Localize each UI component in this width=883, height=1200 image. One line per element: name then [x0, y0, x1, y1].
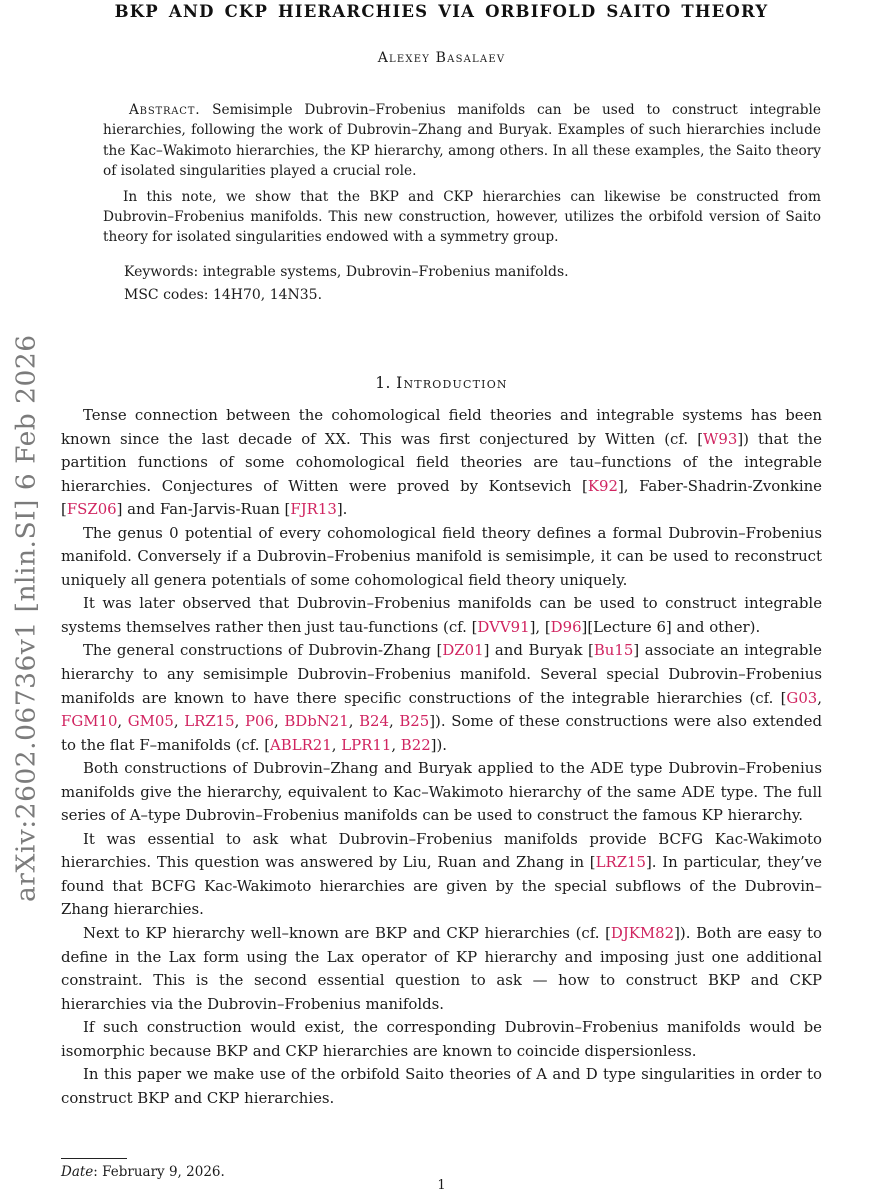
body-paragraph: The genus 0 potential of every cohomological field theory defines a formal Dubrovin–Frobenius manifold. Conversely if a Dubrovin–Frobenius manifold is semisimple, it can be used to reconstruct uniquely all genera potentials of some cohomological field theory uniquely.	[61, 523, 822, 589]
body-paragraph: It was essential to ask what Dubrovin–Frobenius manifolds provide BCFG Kac-Wakimoto hierarchies. This question was answered by Liu, Ruan and Zhang in [LRZ15]. In particular, they’ve found that BCFG Kac-Wakimoto hierarchies are given by the special subflows of the Dubrovin–Zhang hierarchies.	[61, 829, 822, 919]
body-paragraph: It was later observed that Dubrovin–Frobenius manifolds can be used to construct integrable systems themselves rather then just tau-functions (cf. [DVV91], [D96][Lecture 6] and other).	[61, 594, 822, 636]
citation-link[interactable]: Bu15	[593, 641, 634, 660]
author-name: Alexey Basalaev	[377, 50, 506, 66]
citation-link[interactable]: D96	[550, 617, 582, 636]
citation-link[interactable]: DVV91	[477, 617, 530, 636]
introduction-paragraphs	[61, 404, 822, 1110]
citation-link[interactable]: B24	[359, 712, 389, 731]
body-paragraph: Both constructions of Dubrovin–Zhang and Buryak applied to the ADE type Dubrovin–Frobenius manifolds give the hierarchy, equivalent to Kac–Wakimoto hierarchy of the same ADE type. The full series of A–type Dubrovin–Frobenius manifolds can be used to construct the famous KP hierarchy.	[61, 759, 822, 825]
date-value: : February 9, 2026.	[93, 1164, 225, 1180]
citation-link[interactable]: B22	[400, 735, 431, 754]
body-paragraph: If such construction would exist, the corresponding Dubrovin–Frobenius manifolds would be isomorphic because BKP and CKP hierarchies are known to coincide dispersionless.	[61, 1018, 822, 1060]
citation-link[interactable]: FSZ06	[66, 500, 117, 519]
abstract-paragraph-1	[103, 100, 821, 182]
abstract-text-1: Semisimple Dubrovin–Frobenius manifolds can be used to construct integrable hierarchies, following the work of Dubrovin–Zhang and Buryak. Examples of such hierarchies include the Kac–Wakimoto hierarchies, the KP hierarchy, among others. In all these examples, the Saito theory of isolated singularities played a crucial role.	[103, 102, 821, 180]
body-paragraph: Next to KP hierarchy well–known are BKP and CKP hierarchies (cf. [DJKM82]). Both are easy to define in the Lax form using the Lax operator of KP hierarchy and imposing just one additional constraint. This is the second essential question to ask — how to construct BKP and CKP hierarchies via the Dubrovin–Frobenius manifolds.	[61, 924, 822, 1013]
citation-link[interactable]: GM05	[127, 712, 174, 731]
section-title: Introduction	[396, 374, 508, 392]
citation-link[interactable]: DJKM82	[610, 924, 675, 943]
citation-link[interactable]: DZ01	[442, 641, 484, 660]
body-paragraph: The general constructions of Dubrovin-Zhang [DZ01] and Buryak [Bu15] associate an integrable hierarchy to any semisimple Dubrovin–Frobenius manifold. Several special Dubrovin–Frobenius manifolds are known to have there specific constructions of the integrable hierarchies (cf. [G03, FGM10, GM05, LRZ15, P06, BDbN21, B24, B25]). Some of these constructions were also extended to the flat F–manifolds (cf. [ABLR21, LPR11, B22]).	[61, 641, 823, 754]
section-heading	[61, 374, 822, 392]
paper-title: BKP AND CKP HIERARCHIES VIA ORBIFOLD SAITO THEORY	[114, 2, 769, 21]
citation-link[interactable]: B25	[399, 712, 430, 731]
msc-line: MSC codes: 14H70, 14N35.	[124, 287, 323, 303]
citation-link[interactable]: P06	[245, 712, 274, 731]
citation-link[interactable]: FGM10	[61, 712, 118, 731]
citation-link[interactable]: G03	[786, 688, 818, 707]
citation-link[interactable]: LRZ15	[184, 712, 235, 731]
arxiv-watermark	[6, 250, 46, 902]
date-label: Date	[61, 1164, 94, 1180]
abstract-paragraph-2: In this note, we show that the BKP and CKP hierarchies can likewise be constructed from Dubrovin–Frobenius manifolds. This new construction, however, utilizes the orbifold version of Saito theory for isolated singularities endowed with a symmetry group.	[103, 188, 821, 246]
keywords-line: Keywords: integrable systems, Dubrovin–Frobenius manifolds.	[124, 264, 569, 280]
footnote-rule	[61, 1158, 127, 1159]
citation-link[interactable]: W93	[703, 429, 738, 448]
body-paragraph: Tense connection between the cohomological field theories and integrable systems has been known since the last decade of XX. This was first conjectured by Witten (cf. [W93]) that the partition functions of some cohomological field theories are tau–functions of the integrable hierarchies. Conjectures of Witten were proved by Kontsevich [K92], Faber-Shadrin-Zvonkine [FSZ06] and Fan-Jarvis-Ruan [FJR13].	[61, 406, 822, 519]
abstract-label: Abstract.	[129, 102, 201, 118]
citation-link[interactable]: LRZ15	[595, 853, 646, 872]
citation-link[interactable]: K92	[587, 476, 618, 495]
meta-block	[124, 261, 821, 307]
page-number: 1	[437, 1178, 446, 1193]
citation-link[interactable]: BDbN21	[284, 712, 349, 731]
arxiv-watermark-text: arXiv:2602.06736v1 [nlin.SI] 6 Feb 2026	[10, 334, 42, 902]
body-paragraph: In this paper we make use of the orbifold Saito theories of A and D type singularities in order to construct BKP and CKP hierarchies.	[61, 1065, 822, 1107]
abstract-block	[103, 100, 821, 248]
citation-link[interactable]: LPR11	[341, 735, 392, 754]
section-number: 1.	[375, 374, 391, 392]
citation-link[interactable]: FJR13	[290, 500, 337, 519]
citation-link[interactable]: ABLR21	[270, 735, 332, 754]
